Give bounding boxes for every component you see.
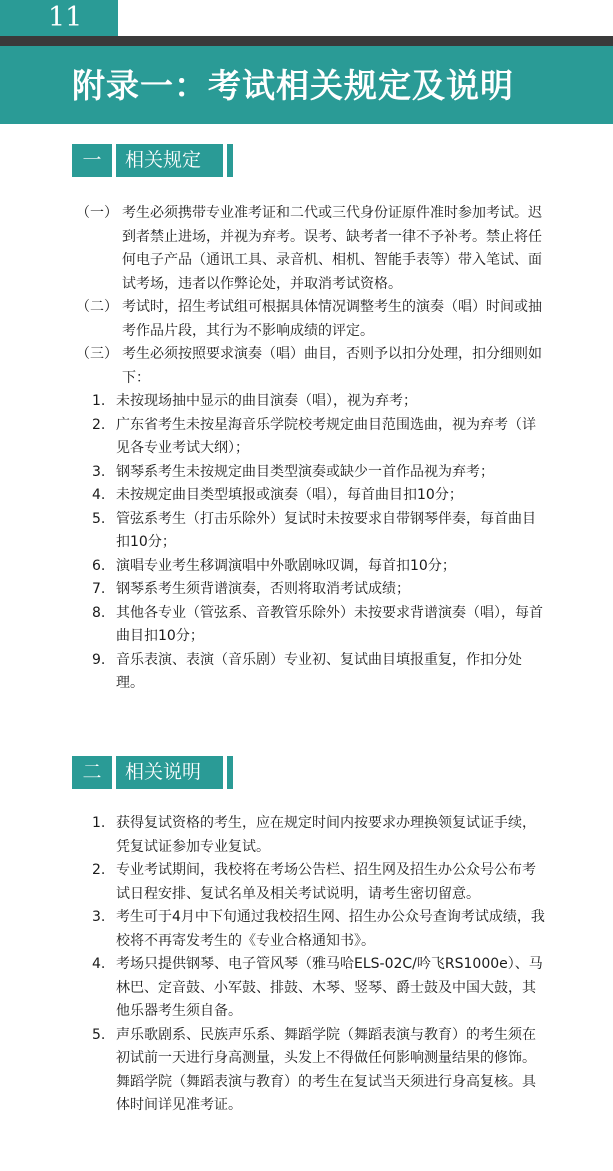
item-marker: 8.	[92, 604, 106, 621]
item-text: 其他各专业（管弦系、音教管乐除外）未按要求背谱演奏（唱），每首曲目扣10分；	[116, 604, 543, 644]
item-marker: 3.	[92, 909, 106, 925]
item-marker: （一）	[76, 205, 118, 221]
page-title: 附录一：考试相关规定及说明	[72, 66, 514, 105]
item-text: 演唱专业考生移调演唱中外歌剧咏叹调，每首扣10分；	[116, 557, 456, 574]
item-text: 考试时，招生考试组可根据具体情况调整考生的演奏（唱）时间或抽考作品片段，其行为不影响成绩的评定。	[122, 299, 542, 339]
item-marker: 2.	[92, 416, 106, 433]
section-accent-bar	[227, 756, 233, 789]
item-text: 广东省考生未按星海音乐学院校考规定曲目范围选曲，视为弃考（详见各专业考试大纲）；	[116, 416, 536, 456]
item-marker: 4.	[92, 487, 106, 503]
item-marker: 1.	[92, 815, 106, 831]
item-text: 考生必须按照要求演奏（唱）曲目，否则予以扣分处理，扣分细则如下：	[122, 346, 542, 386]
item-text: 考生必须携带专业准考证和二代或三代身份证原件准时参加考试。迟到者禁止进场，并视为弃考。误考、缺考者一律不予补考。禁止将任何电子产品（通讯工具、录音机、相机、智能手表等）带入笔试、面试考场，违者以作弊论处，并取消考试资格。	[122, 205, 542, 292]
item-text: 专业考试期间，我校将在考场公告栏、招生网及招生办公众号公布考试日程安排、复试名单及相关考试说明，请考生密切留意。	[116, 862, 536, 902]
item-marker: 2.	[92, 862, 106, 878]
deduction-item	[76, 649, 546, 696]
item-marker: 6.	[92, 557, 106, 574]
list-item	[76, 296, 546, 343]
item-marker: 7.	[92, 581, 106, 597]
item-text: 管弦系考生（打击乐除外）复试时未按要求自带钢琴伴奏，每首曲目扣10分；	[116, 510, 536, 550]
deduction-item	[76, 602, 546, 649]
list-item	[76, 343, 546, 390]
item-marker: （二）	[76, 299, 118, 315]
section-accent-bar	[227, 144, 233, 177]
item-text: 未按现场抽中显示的曲目演奏（唱），视为弃考；	[116, 393, 417, 409]
item-marker: 5.	[92, 510, 106, 527]
item-marker: 9.	[92, 651, 106, 668]
section-label: 相关说明	[116, 756, 223, 789]
item-text: 获得复试资格的考生，应在规定时间内按要求办理换领复试证手续，凭复试证参加专业复试。	[116, 815, 536, 855]
deduction-item	[76, 414, 546, 461]
item-text: 音乐表演、表演（音乐剧）专业初、复试曲目填报重复，作扣分处理。	[116, 651, 522, 691]
item-marker: 3.	[92, 463, 106, 480]
item-marker: 4.	[92, 956, 106, 972]
item-marker: 1.	[92, 393, 106, 409]
title-band	[0, 46, 613, 124]
list-item	[76, 1024, 546, 1118]
list-item	[76, 812, 546, 859]
list-item	[76, 202, 546, 296]
item-marker: （三）	[76, 346, 118, 362]
notes-list	[76, 812, 546, 1118]
deduction-item	[76, 578, 546, 602]
page-number-box	[0, 0, 118, 36]
item-text: 钢琴系考生须背谱演奏，否则将取消考试成绩；	[116, 581, 410, 597]
list-item	[76, 906, 546, 953]
item-text: 未按规定曲目类型填报或演奏（唱），每首曲目扣10分；	[116, 487, 463, 503]
deduction-item	[76, 390, 546, 414]
regulations-list	[76, 202, 546, 696]
section-number: 二	[72, 756, 112, 789]
item-text: 钢琴系考生未按规定曲目类型演奏或缺少一首作品视为弃考；	[116, 463, 494, 480]
list-item	[76, 859, 546, 906]
deduction-item	[76, 461, 546, 485]
item-text: 考场只提供钢琴、电子管风琴（雅马哈ELS-02C/吟飞RS1000e）、马林巴、定音鼓、小军鼓、排鼓、木琴、竖琴、爵士鼓及中国大鼓，其他乐器考生须自备。	[116, 956, 543, 1019]
deduction-item	[76, 508, 546, 555]
page-number: 11	[48, 2, 83, 33]
deduction-item	[76, 555, 546, 579]
item-text: 考生可于4月中下旬通过我校招生网、招生办公众号查询考试成绩，我校将不再寄发考生的《专业合格通知书》。	[116, 909, 545, 949]
section-number: 一	[72, 144, 112, 177]
item-text: 声乐歌剧系、民族声乐系、舞蹈学院（舞蹈表演与教育）的考生须在初试前一天进行身高测量，头发上不得做任何影响测量结果的修饰。舞蹈学院（舞蹈表演与教育）的考生在复试当天须进行身高复核。具体时间详见准考证。	[116, 1026, 536, 1113]
header-rule	[0, 36, 613, 46]
section-label: 相关规定	[116, 144, 223, 177]
deduction-item	[76, 484, 546, 508]
list-item	[76, 953, 546, 1024]
item-marker: 5.	[92, 1026, 106, 1043]
